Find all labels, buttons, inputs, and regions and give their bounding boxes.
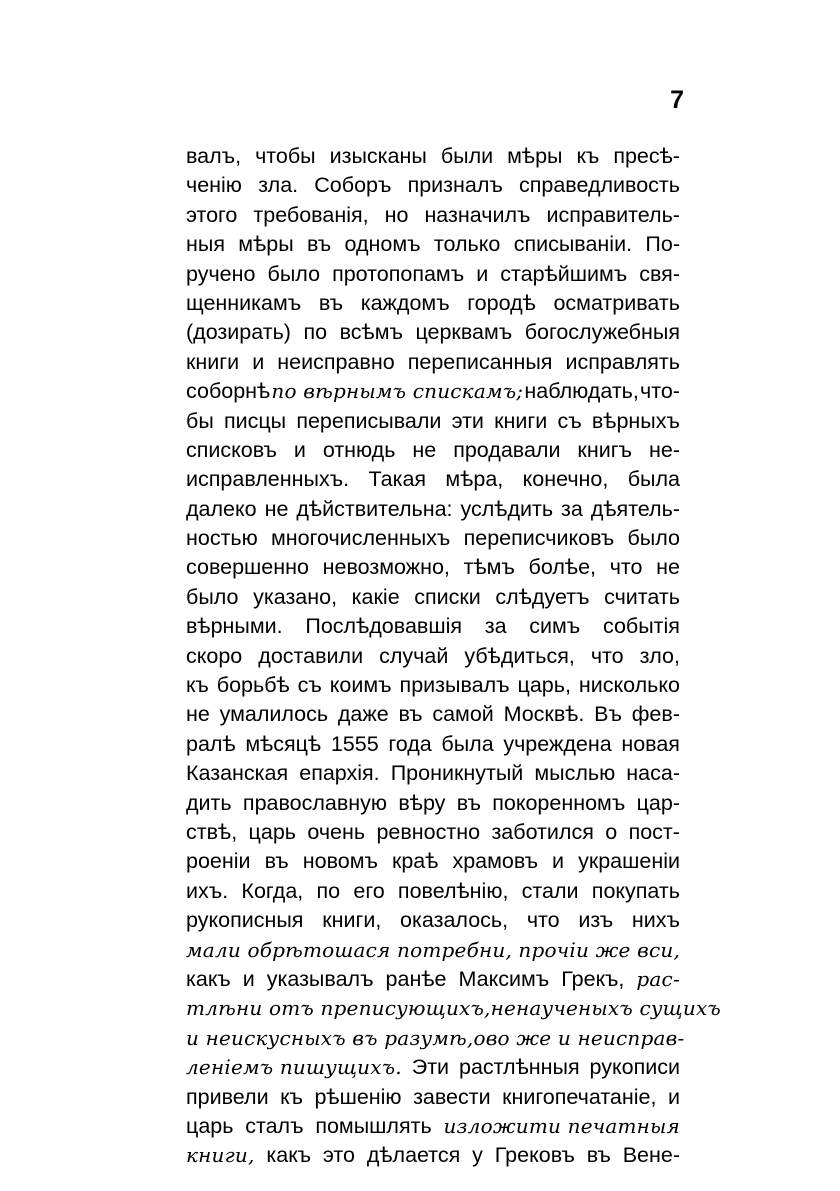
word: Москвѣ.: [503, 702, 585, 727]
word: щенникамъ: [186, 290, 302, 315]
word: о: [605, 819, 618, 844]
word: невозможно,: [322, 555, 450, 580]
italic-quote: и неискусныхъ въ разумѣ,: [186, 1025, 474, 1050]
word: съ: [297, 673, 322, 698]
word: изъ: [578, 908, 614, 933]
word: наса-: [626, 761, 680, 786]
word: какіе: [351, 584, 400, 609]
text-line: [186, 171, 680, 200]
text-line: [186, 465, 680, 494]
text-line: [186, 583, 680, 612]
word: тѣмъ: [463, 555, 515, 580]
word: нисколько: [578, 673, 680, 698]
italic-quote: леніемъ пишущихъ.: [186, 1055, 402, 1080]
word: мѣры: [507, 144, 563, 168]
text-line: [186, 407, 680, 436]
italic-quote: тлѣни отъ преписующихъ,: [186, 996, 491, 1021]
word: фев-: [631, 702, 680, 727]
italic-quote: мали обрѣтошася потребни,: [186, 937, 512, 962]
word: очень: [307, 819, 366, 844]
word: переписанныя: [407, 349, 553, 374]
word: мыслью: [534, 761, 616, 786]
word: эти: [451, 408, 484, 433]
italic-quote: рас-: [636, 966, 680, 991]
word: въ: [398, 702, 423, 727]
text-line: [186, 759, 680, 788]
word: неисправно: [277, 349, 395, 374]
word: ностью: [186, 526, 258, 551]
word: исправленныхъ.: [186, 467, 350, 492]
word: ранѣе: [385, 966, 447, 991]
word: какъ: [266, 1143, 312, 1168]
word: не: [186, 702, 210, 727]
word: покупать: [591, 878, 680, 903]
word: (дозирать): [186, 320, 291, 345]
word: книгопечатаніе,: [502, 1084, 657, 1109]
word: зло,: [639, 643, 680, 668]
word: болѣе,: [528, 555, 596, 580]
text-line: [186, 318, 680, 347]
word: сталъ: [245, 1113, 304, 1138]
word: свя-: [639, 261, 680, 286]
word: бы: [186, 408, 214, 433]
word: царь: [248, 819, 296, 844]
italic-quote: по вѣрнымъ спискамъ;: [271, 379, 524, 404]
word: соборнѣ: [186, 379, 271, 404]
word: ствѣ,: [186, 819, 238, 844]
word: дѣлается: [366, 1143, 461, 1168]
word: къ: [576, 144, 600, 168]
text-line: [186, 553, 680, 582]
word: переписчиковъ: [463, 526, 615, 551]
text-line: [186, 377, 680, 406]
word: валъ,: [186, 144, 242, 168]
word: Такая: [368, 467, 427, 492]
text-line: [186, 289, 680, 318]
word: книги: [494, 408, 548, 433]
word: по: [316, 878, 341, 903]
text-line: [186, 700, 680, 729]
word: какъ: [186, 966, 231, 991]
word: списковъ: [186, 437, 277, 462]
text-line: [186, 201, 680, 230]
word: православную: [242, 790, 388, 815]
text-line: [186, 1024, 685, 1053]
word: писцы: [223, 408, 287, 433]
text-line: [186, 612, 680, 641]
text-line: [186, 789, 680, 818]
word: мѣра,: [445, 467, 504, 492]
text-line: [186, 642, 680, 671]
word: по: [303, 320, 328, 345]
word: новомъ: [302, 849, 378, 874]
word: пресѣ-: [613, 144, 680, 168]
word: требованія,: [253, 202, 369, 227]
word: книгъ: [577, 437, 632, 462]
word: было: [267, 261, 321, 286]
word: старѣйшимъ: [500, 261, 628, 286]
word: книги: [186, 349, 240, 374]
word: совершенно: [186, 555, 309, 580]
text-line: [186, 348, 680, 377]
word: заботился: [491, 819, 594, 844]
word: цар-: [636, 790, 680, 815]
word: списываніи.: [513, 232, 633, 257]
text-line: [186, 495, 680, 524]
word: осматривать: [553, 290, 680, 315]
word: нихъ: [631, 908, 680, 933]
word: завести: [413, 1084, 491, 1109]
word: одномъ: [344, 232, 421, 257]
word: доставили: [258, 643, 364, 668]
word: учреждена: [503, 731, 612, 756]
word: всѣмъ: [339, 320, 403, 345]
word: помышлять: [315, 1113, 432, 1138]
word: и: [293, 437, 306, 462]
italic-quote: ово же и неисправ-: [473, 1025, 685, 1050]
word: не: [264, 496, 289, 521]
word: слѣдуетъ: [495, 584, 590, 609]
text-line: [186, 524, 680, 553]
word: къ: [280, 1084, 303, 1109]
word: дить: [186, 790, 232, 815]
word: рѣшенію: [314, 1084, 402, 1109]
word: у: [472, 1143, 483, 1168]
word: было: [186, 584, 239, 609]
word: и: [242, 966, 255, 991]
word: мѣсяцѣ: [245, 731, 322, 756]
word: въ: [456, 790, 481, 815]
word: изысканы: [329, 144, 427, 168]
word: что: [609, 555, 643, 580]
text-line: [186, 818, 680, 847]
text-line: [186, 847, 680, 876]
word: епархія.: [299, 761, 380, 786]
word: чтобы: [255, 144, 316, 168]
word: и: [552, 849, 565, 874]
word: была: [441, 731, 494, 756]
word: исправлять: [565, 349, 680, 374]
word: убѣдиться,: [464, 643, 575, 668]
word: призывалъ: [399, 673, 510, 698]
word: многочисленныхъ: [271, 526, 451, 551]
italic-quote: ненаученыхъ сущихъ: [490, 996, 721, 1021]
word: городѣ: [467, 290, 536, 315]
text-line: [186, 936, 680, 965]
word: роеніи: [186, 849, 251, 874]
text-line: [186, 906, 680, 935]
word: было: [627, 526, 680, 551]
italic-quote: изложити печатныя: [443, 1113, 680, 1138]
word: книги,: [322, 908, 382, 933]
word: что: [590, 643, 624, 668]
word: рукописи: [589, 1055, 680, 1080]
word: Грековъ: [494, 1143, 575, 1168]
word: его: [353, 878, 385, 903]
word: мѣры: [238, 232, 294, 257]
word: только: [433, 232, 501, 257]
word: что-: [640, 379, 680, 404]
word: краѣ: [391, 849, 439, 874]
word: въ: [264, 849, 289, 874]
text-line: [186, 230, 680, 259]
word: растлѣнныя: [458, 1055, 580, 1080]
word: вѣрными.: [186, 614, 283, 639]
word: считать: [604, 584, 680, 609]
word: и: [667, 1084, 680, 1109]
word: даже: [337, 702, 389, 727]
word: въ: [318, 290, 344, 315]
word: за: [484, 614, 507, 639]
word: за: [561, 496, 583, 521]
page-number: 7: [670, 86, 684, 114]
word: Эти: [411, 1055, 450, 1080]
word: зла.: [258, 173, 299, 198]
text-line: [186, 994, 721, 1023]
word: симъ: [529, 614, 581, 639]
word: не-: [648, 437, 680, 462]
word: покоренномъ: [492, 790, 626, 815]
word: къ: [186, 673, 209, 698]
word: списки: [414, 584, 481, 609]
word: Послѣдовавшія: [305, 614, 462, 639]
word: въ: [586, 1143, 611, 1168]
word: самой: [432, 702, 494, 727]
word: стали: [521, 878, 579, 903]
word: продавали: [453, 437, 561, 462]
word: По-: [645, 232, 680, 257]
word: умалилось: [219, 702, 329, 727]
word: новая: [621, 731, 680, 756]
word: скоро: [186, 643, 243, 668]
text-line: [186, 260, 680, 289]
word: переписывали: [296, 408, 442, 433]
word: призналъ: [407, 173, 503, 198]
text-line: [186, 142, 680, 171]
word: вѣрныхъ: [591, 408, 680, 433]
word: но: [384, 202, 409, 227]
text-line: [186, 1053, 680, 1082]
word: Проникнутый: [390, 761, 524, 786]
word: не: [412, 437, 437, 462]
word: Грекъ,: [561, 966, 625, 991]
word: Вене-: [622, 1143, 680, 1168]
word: назначилъ: [424, 202, 531, 227]
word: ихъ.: [186, 878, 229, 903]
word: борьбѣ: [216, 673, 290, 698]
word: указано,: [253, 584, 338, 609]
word: это: [322, 1143, 355, 1168]
word: случай: [379, 643, 449, 668]
word: дѣйствительна:: [296, 496, 453, 521]
word: украшеніи: [578, 849, 680, 874]
word: что: [526, 908, 560, 933]
word: протопопамъ: [332, 261, 465, 286]
word: дѣятель-: [590, 496, 680, 521]
word: справедливость: [518, 173, 680, 198]
word: церквамъ: [415, 320, 513, 345]
word: указывалъ: [266, 966, 374, 991]
word: этого: [186, 202, 238, 227]
body-text: [186, 142, 721, 1171]
word: привели: [186, 1084, 269, 1109]
word: ручено: [186, 261, 256, 286]
word: не: [656, 555, 680, 580]
word: и: [252, 349, 265, 374]
word: Соборъ: [314, 173, 392, 198]
word: ныя: [186, 232, 225, 257]
word: ревностно: [376, 819, 481, 844]
word: ченію: [186, 173, 242, 198]
text-line: [186, 877, 680, 906]
word: рукописныя: [186, 908, 304, 933]
word: вѣру: [398, 790, 446, 815]
italic-quote: прочіи же вси,: [518, 937, 680, 962]
text-line: [186, 1112, 680, 1141]
word: храмовъ: [452, 849, 539, 874]
word: и: [476, 261, 489, 286]
word: повелѣнію,: [397, 878, 509, 903]
word: были: [440, 144, 494, 168]
word: коимъ: [329, 673, 392, 698]
word: наблюдать,: [524, 379, 639, 404]
word: ралѣ: [186, 731, 236, 756]
text-line: [186, 730, 680, 759]
text-line: [186, 1083, 680, 1112]
word: пост-: [628, 819, 680, 844]
word: отнюдь: [322, 437, 396, 462]
word: была: [627, 467, 680, 492]
word: исправитель-: [546, 202, 680, 227]
word: въ: [307, 232, 332, 257]
word: богослужебныя: [524, 320, 680, 345]
word: каждомъ: [360, 290, 450, 315]
text-line: [186, 965, 680, 994]
word: съ: [557, 408, 582, 433]
text-line: [186, 436, 680, 465]
word: событія: [602, 614, 680, 639]
word: оказалось,: [400, 908, 509, 933]
word: Въ: [594, 702, 622, 727]
word: 1555: [330, 731, 379, 756]
word: Максимъ: [458, 966, 550, 991]
word: конечно,: [522, 467, 609, 492]
word: года: [388, 731, 432, 756]
text-line: [186, 671, 680, 700]
text-line: [186, 1141, 680, 1170]
word: царь,: [517, 673, 571, 698]
word: царь: [186, 1113, 234, 1138]
italic-quote: книги,: [186, 1143, 255, 1168]
word: Когда,: [241, 878, 304, 903]
word: далеко: [186, 496, 257, 521]
word: услѣдить: [460, 496, 554, 521]
word: Казанская: [186, 761, 289, 786]
